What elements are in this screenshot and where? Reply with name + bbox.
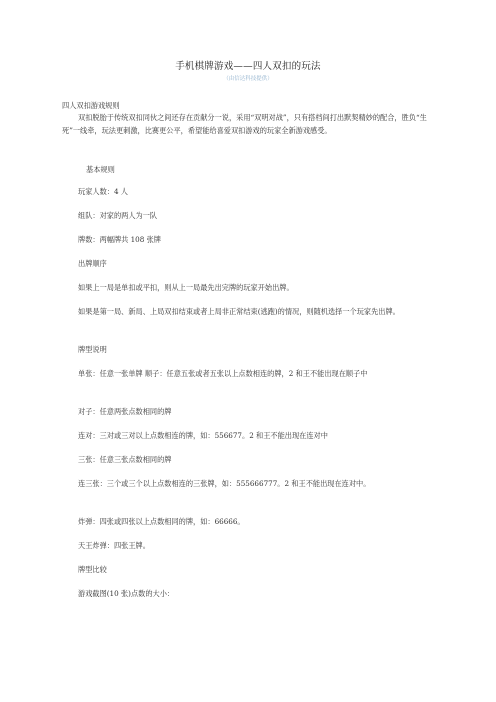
screenshot-note: 游戏截图(10 张)点数的大小： [78,589,175,598]
cards-line: 牌数：两幅牌共 108 张牌 [78,235,161,244]
document-title: 手机棋牌游戏——四人双扣的玩法 [175,61,321,72]
joker-bomb-rule: 天王炸弹：四张王牌。 [78,541,150,550]
bomb-rule: 炸弹：四张或四张以上点数相同的牌，如：66666。 [78,517,245,526]
intro-paragraph: 双扣脱胎于传统双扣同伙之间还存在贡献分一说，采用“双明对战”，只有搭档间打出默契精妙的配合，胜负“生死”一线牵，玩法更刺激，比赛更公平，希望能给喜爱双扣游戏的玩家全新游戏感受。 [62,113,427,135]
card-types-heading: 牌型说明 [78,345,107,354]
order-rule-2: 如果是第一局、新局、上局双扣结束或者上局非正常结束(逃跑)的情况，则随机选择一个玩家先出牌。 [78,307,400,316]
pair-rule: 对子：任意两张点数相同的牌 [78,407,172,416]
players-line: 玩家人数：4 人 [78,187,128,196]
order-rule-1: 如果上一局是单扣或平扣，则从上一局最先出完牌的玩家开始出牌。 [78,283,294,292]
pairs-sequence-rule: 连对：三对或三对以上点数相连的牌，如：556677。2 和王不能出现在连对中 [78,431,328,440]
section-heading: 四人双扣游戏规则 [62,101,120,110]
basic-rules-heading: 基本规则 [86,165,115,174]
triple-sequence-rule: 连三张：三个或三个以上点数相连的三张牌，如：555666777。2 和王不能出现在连对中。 [78,479,371,488]
play-order-heading: 出牌顺序 [78,259,107,268]
team-line: 组队：对家的两人为一队 [78,211,158,220]
compare-heading: 牌型比较 [78,565,107,574]
triple-rule: 三张：任意三张点数相同的牌 [78,455,172,464]
document-subtitle: （由信达科技提供） [223,76,273,82]
single-straight-rule: 单张：任意一张单牌 顺子：任意五张或者五张以上点数相连的牌，2 和王不能出现在顺子中 [78,369,368,378]
